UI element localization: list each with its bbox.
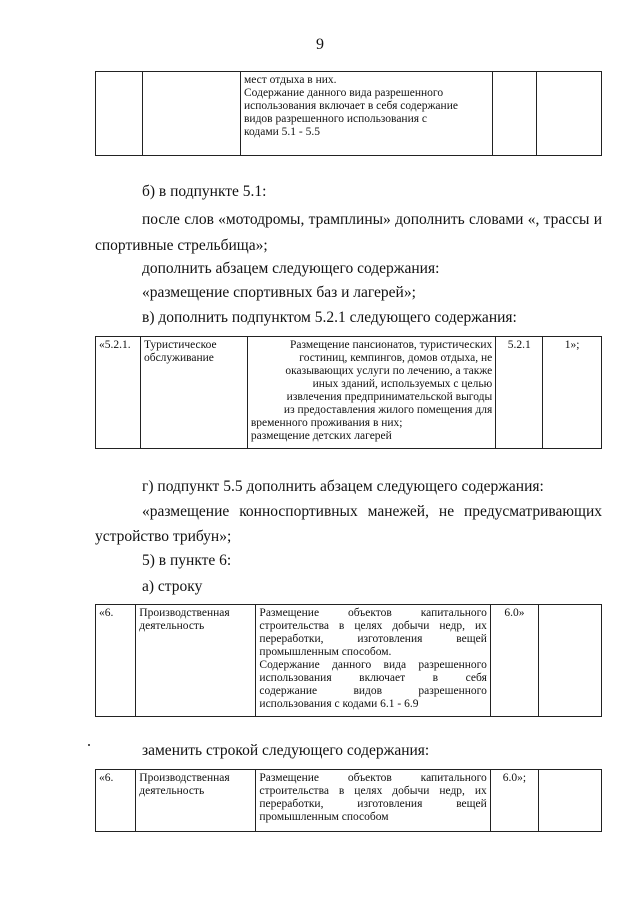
cell-code [96, 337, 141, 449]
paragraph-b-after-2: спортивные стрельбища»; [95, 237, 268, 254]
desc-line: использования включает в себя [259, 672, 487, 684]
cell-value [543, 337, 602, 449]
paragraph-v: в) дополнить подпунктом 5.2.1 следующего содержания: [142, 309, 517, 326]
desc-line: оказывающих услуги по лечению, а также [285, 365, 493, 377]
desc-line: строительства в целях добычи недр, их [259, 785, 487, 797]
cell-value [539, 605, 602, 717]
desc-line: иных зданий, используемых с целью [312, 378, 493, 390]
name-line: Туристическое [143, 339, 217, 351]
paragraph-b-quote: «размещение спортивных баз и лагерей»; [142, 284, 416, 301]
paragraph-replace: заменить строкой следующего содержания: [142, 742, 430, 759]
cell-code [96, 605, 136, 717]
paragraph-g: г) подпункт 5.5 дополнить абзацем следующего содержания: [142, 478, 544, 495]
desc-line: кодами 5.1 - 5.5 [244, 126, 321, 138]
scan-speck [88, 744, 90, 746]
desc-line: промышленным способом. [259, 646, 392, 658]
cell-code2 [490, 605, 538, 717]
desc-line: строительства в целях добычи недр, их [259, 620, 487, 632]
cell-code2 [492, 72, 537, 156]
name-line: Производственная [139, 607, 230, 619]
cell-value [537, 72, 602, 156]
desc-line: Размещение объектов капитального [259, 607, 487, 619]
cell-value [539, 770, 602, 832]
code2-text: 5.2.1 [507, 339, 531, 351]
desc-line: Содержание данного вида разрешенного [259, 659, 487, 671]
desc-line: содержание видов разрешенного [259, 685, 487, 697]
code-text: «6. [99, 772, 114, 784]
desc-line: Размещение пансионатов, туристических [289, 339, 493, 351]
code-text: «5.2.1. [99, 339, 131, 351]
name-line: Производственная [139, 772, 230, 784]
table-6-new [95, 769, 602, 832]
desc-line: извлечения предпринимательской выгоды [286, 391, 493, 403]
cell-description [256, 770, 490, 832]
desc-line: мест отдыха в них. [244, 74, 337, 86]
page-number: 9 [316, 36, 324, 53]
name-line: деятельность [139, 620, 205, 632]
cell-code2 [490, 770, 538, 832]
cell-name [136, 605, 256, 717]
name-line: обслуживание [143, 352, 214, 364]
code-text: «6. [99, 607, 114, 619]
table-top [95, 71, 602, 156]
cell-name [142, 72, 240, 156]
cell-description [241, 72, 493, 156]
desc-line: промышленным способом [259, 811, 389, 823]
desc-line: Содержание данного вида разрешенного [244, 87, 444, 99]
paragraph-b: б) в подпункте 5.1: [142, 183, 267, 200]
cell-code2 [496, 337, 543, 449]
desc-line: Размещение объектов капитального [259, 772, 487, 784]
paragraph-item5: 5) в пункте 6: [142, 552, 232, 569]
desc-line: временного проживания в них; [250, 417, 403, 429]
cell-description [256, 605, 490, 717]
desc-line: видов разрешенного использования с [244, 113, 427, 125]
desc-line: размещение детских лагерей [250, 430, 392, 442]
name-line: деятельность [139, 785, 205, 797]
paragraph-b-after-1: после слов «мотодромы, трамплины» дополнить словами «, трассы и [142, 211, 602, 228]
desc-line: использования включает в себя содержание [244, 100, 458, 112]
table-5-2-1 [95, 336, 602, 449]
desc-line: гостиниц, кемпингов, домов отдыха, не [299, 352, 493, 364]
desc-line: переработки, изготовления вещей [259, 798, 487, 810]
cell-code [96, 770, 136, 832]
desc-line: использования с кодами 6.1 - 6.9 [259, 698, 419, 710]
value-text: 1»; [564, 339, 580, 351]
desc-line: переработки, изготовления вещей [259, 633, 487, 645]
paragraph-g-quote-2: устройство трибун»; [95, 528, 232, 545]
cell-description [247, 337, 495, 449]
code2-text: 6.0»; [502, 772, 527, 784]
cell-name [140, 337, 247, 449]
table-6-old [95, 604, 602, 717]
paragraph-b-add: дополнить абзацем следующего содержания: [142, 260, 440, 277]
desc-line: из предоставления жилого помещения для [283, 404, 493, 416]
paragraph-g-quote-1: «размещение конноспортивных манежей, не предусматривающих [142, 503, 602, 520]
paragraph-a: а) строку [142, 578, 203, 595]
cell-name [136, 770, 256, 832]
code2-text: 6.0» [504, 607, 525, 619]
cell-code [96, 72, 143, 156]
